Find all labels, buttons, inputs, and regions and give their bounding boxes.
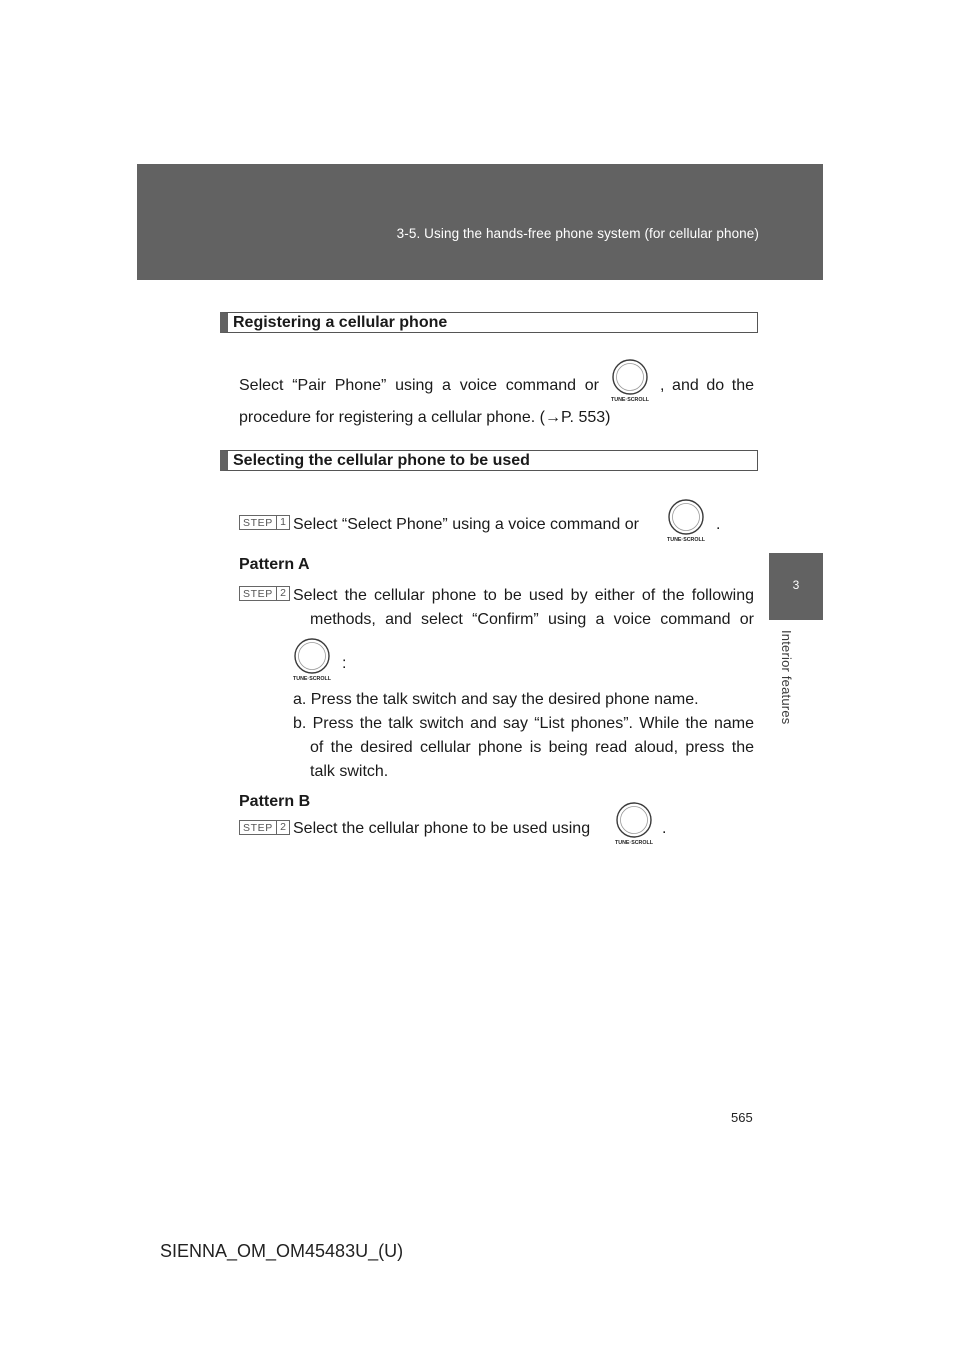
step-label: STEP — [243, 517, 273, 529]
option-b-line1: b. Press the talk switch and say “List phones”. While the name — [293, 715, 754, 732]
document-id: SIENNA_OM_OM45483U_(U) — [160, 1241, 404, 1261]
chapter-label: Interior features — [779, 630, 794, 725]
step2a-line2: methods, and select “Confirm” using a voice command or — [310, 611, 754, 628]
tune-scroll-knob-icon — [662, 497, 710, 545]
section1-line1-after: , and do the — [660, 377, 754, 394]
step-badge — [239, 515, 290, 530]
option-b-line2: of the desired cellular phone is being read aloud, press the — [310, 739, 754, 756]
tune-scroll-knob-icon — [606, 357, 654, 405]
page-number: 565 — [731, 1110, 753, 1125]
section1-line2-text: procedure for registering a cellular phone. (→P. 553) — [239, 409, 611, 426]
step2a-colon: : — [342, 655, 347, 672]
chapter-tab — [769, 553, 823, 620]
pattern-b-heading: Pattern B — [239, 793, 311, 810]
chapter-number: 3 — [792, 578, 800, 592]
step1-text: Select “Select Phone” using a voice command or — [293, 516, 639, 533]
step-badge — [239, 820, 290, 835]
option-a-text: a. Press the talk switch and say the desired phone name. — [293, 691, 699, 708]
step1-after: . — [716, 516, 721, 533]
option-b-line3: talk switch. — [310, 763, 389, 780]
step2a-line1: Select the cellular phone to be used by either of the following — [293, 587, 754, 604]
step-number: 2 — [276, 587, 289, 600]
step-badge — [239, 586, 290, 601]
tune-scroll-knob-icon — [610, 800, 658, 848]
step-number: 1 — [276, 516, 289, 529]
step-label: STEP — [243, 822, 273, 834]
step2b-text: Select the cellular phone to be used using — [293, 820, 591, 837]
header-band — [137, 164, 823, 280]
step-label: STEP — [243, 588, 273, 600]
section-heading-selecting: Selecting the cellular phone to be used — [220, 450, 758, 471]
section-heading-registering: Registering a cellular phone — [220, 312, 758, 333]
step2b-after: . — [662, 820, 667, 837]
pattern-a-heading: Pattern A — [239, 556, 310, 573]
tune-scroll-knob-icon — [288, 636, 336, 684]
step-number: 2 — [276, 821, 289, 834]
header-title: 3-5. Using the hands-free phone system (for cellular phone) — [396, 226, 759, 241]
section1-line1-text: Select “Pair Phone” using a voice command or — [239, 377, 599, 394]
